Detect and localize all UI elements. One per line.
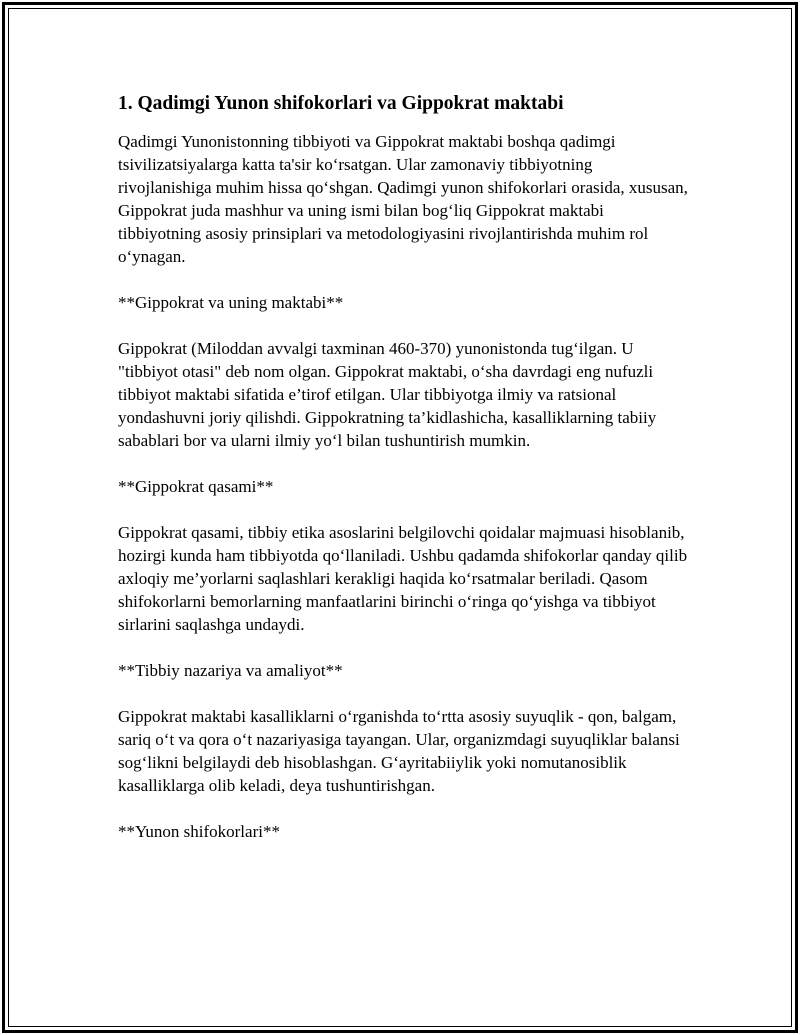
section-heading-gippokrat-qasami: **Gippokrat qasami** xyxy=(118,477,274,496)
section-body-gippokrat-qasami: Gippokrat qasami, tibbiy etika asoslarini belgilovchi qoidalar majmuasi hisoblanib, hozirgi kunda ham tibbiyotda qo‘llaniladi. Ushbu qadamda shifokorlar qanday qilib axloqiy me’yorlarni saqlashlari kerakligi haqida ko‘rsatmalar beriladi. Qasom shifokorlarni bemorlarning manfaatlarini birinchi o‘ringa qo‘yishga va tibbiyot sirlarini saqlashga undaydi. xyxy=(118,523,688,634)
document-content xyxy=(118,90,688,866)
section-heading-tibbiy-nazariya: **Tibbiy nazariya va amaliyot** xyxy=(118,661,343,680)
intro-paragraph: Qadimgi Yunonistonning tibbiyoti va Gippokrat maktabi boshqa qadimgi tsivilizatsiyalarga katta ta'sir ko‘rsatgan. Ular zamonaviy tibbiyotning rivojlanishiga muhim hissa qo‘shgan. Qadimgi yunon shifokorlari orasida, xususan, Gippokrat juda mashhur va uning ismi bilan bog‘liq Gippokrat maktabi tibbiyotning asosiy prinsiplari va metodologiyasini rivojlantirishda muhim rol o‘ynagan. xyxy=(118,132,688,266)
section-body-gippokrat-maktabi: Gippokrat (Miloddan avvalgi taxminan 460-370) yunonistonda tug‘ilgan. U "tibbiyot otasi" deb nom olgan. Gippokrat maktabi, o‘sha davrdagi eng nufuzli tibbiyot maktabi sifatida e’tirof etilgan. Ular tibbiyotga ilmiy va ratsional yondashuvni joriy qilishdi. Gippokratning ta’kidlashicha, kasalliklarning tabiiy sabablari bor va ularni ilmiy yo‘l bilan tushuntirish mumkin. xyxy=(118,339,657,450)
document-title: 1. Qadimgi Yunon shifokorlari va Gippokrat maktabi xyxy=(118,93,564,114)
section-heading-gippokrat-maktabi: **Gippokrat va uning maktabi** xyxy=(118,293,344,312)
section-body-tibbiy-nazariya: Gippokrat maktabi kasalliklarni o‘rganishda to‘rtta asosiy suyuqlik - qon, balgam, sariq o‘t va qora o‘t nazariyasiga tayangan. Ular, organizmdagi suyuqliklar balansi sog‘likni belgilaydi deb hisoblashgan. G‘ayritabiiylik yoki nomutanosiblik kasalliklarga olib keladi, deya tushuntirishgan. xyxy=(118,707,680,795)
section-heading-yunon-shifokorlari: **Yunon shifokorlari** xyxy=(118,822,280,841)
